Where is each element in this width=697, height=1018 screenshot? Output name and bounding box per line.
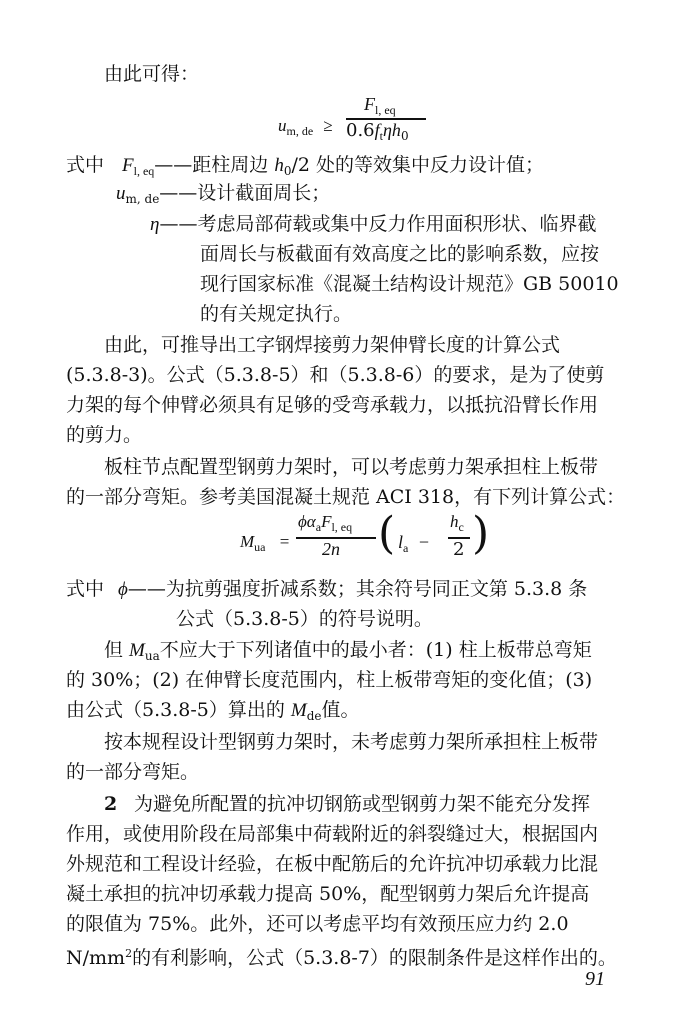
eq2-la: $l_a$ − (398, 532, 429, 555)
text-line: 的限值为 75%。此外，还可以考虑平均有效预压应力约 2.0 (66, 913, 569, 935)
eq2-numerator: $\phi\alpha_aF_{l, eq}$ (298, 512, 353, 534)
text-line: 为避免所配置的抗冲切钢筋或型钢剪力架不能充分发挥 (134, 793, 591, 815)
def-phi: ϕ——为抗剪强度折减系数；其余符号同正文第 5.3.8 条 (118, 578, 588, 600)
text-line: 的有关规定执行。 (200, 303, 353, 325)
text-line: 的剪力。 (66, 424, 143, 446)
page-number: 91 (585, 968, 605, 990)
text-line: 按本规程设计型钢剪力架时，未考虑剪力架所承担柱上板带 (104, 731, 599, 753)
text-line: 作用，或使用阶段在局部集中荷载附近的斜裂缝过大，根据国内 (66, 823, 599, 845)
text-line: 公式（5.3.8-5）的符号说明。 (176, 608, 433, 630)
where-label: 式中 (66, 578, 105, 600)
text-line: 现行国家标准《混凝土结构设计规范》GB 50010 (200, 273, 619, 295)
text-line: 由此，可推导出工字钢焊接剪力架伸臂长度的计算公式 (104, 334, 561, 356)
def-eta: η——考虑局部荷载或集中反力作用面积形状、临界截 (150, 213, 597, 235)
right-paren: ) (472, 508, 490, 559)
text-line: 板柱节点配置型钢剪力架时，可以考虑剪力架承担柱上板带 (104, 456, 599, 478)
text-line: 由公式（5.3.8-5）算出的 $M_{de}$值。 (66, 699, 360, 723)
text-line: (5.3.8-3)。公式（5.3.8-5）和（5.3.8-6）的要求，是为了使剪 (66, 364, 605, 386)
where-label: 式中 (66, 154, 105, 176)
eq1-lhs: $u_{m, de}$ ≥ (278, 116, 333, 138)
def-umde: $u_{m, de}——$设计截面周长； (116, 182, 331, 206)
item-number: 2 (104, 793, 118, 815)
eq2-denominator: 2n (322, 539, 340, 559)
text-line: 的一部分弯矩。参考美国混凝土规范 ACI 318，有下列计算公式： (66, 486, 626, 508)
text-line: 由此可得： (104, 63, 200, 85)
text-line: 的 30%；(2) 在伸臂长度范围内，柱上板带弯矩的变化值；(3) (66, 669, 593, 691)
text-line: 面周长与板截面有效高度之比的影响系数，应按 (200, 243, 600, 265)
eq2-hc-fraction: $h_c$ 2 (448, 512, 470, 564)
text-line: $N/mm^2$的有利影响，公式（5.3.8-7）的限制条件是这样作出的。 (66, 947, 617, 969)
text-line: 凝土承担的抗冲切承载力提高 50%，配型钢剪力架后允许提高 (66, 883, 590, 905)
text-line: 的一部分弯矩。 (66, 761, 200, 783)
text-line: 外规范和工程设计经验，在板中配筋后的允许抗冲切承载力比混 (66, 853, 599, 875)
eq1-fraction (346, 94, 426, 144)
eq2-fraction (296, 512, 376, 564)
eq2-lhs: $M_{ua}$ = (240, 532, 290, 554)
eq1-numerator: $F_{l, eq}$ (364, 94, 396, 117)
left-paren: ( (378, 508, 396, 559)
def-Fleq: $F_{l, eq}——$距柱周边 $h_0/2$ 处的等效集中反力设计值； (122, 154, 544, 178)
text-line: 但 $M_{ua}$不应大于下列诸值中的最小者：(1) 柱上板带总弯矩 (104, 639, 592, 663)
text-line: 力架的每个伸臂必须具有足够的受弯承载力，以抵抗沿臂长作用 (66, 394, 599, 416)
eq1-denominator: $0.6f_t\eta h_0$ (346, 120, 409, 143)
